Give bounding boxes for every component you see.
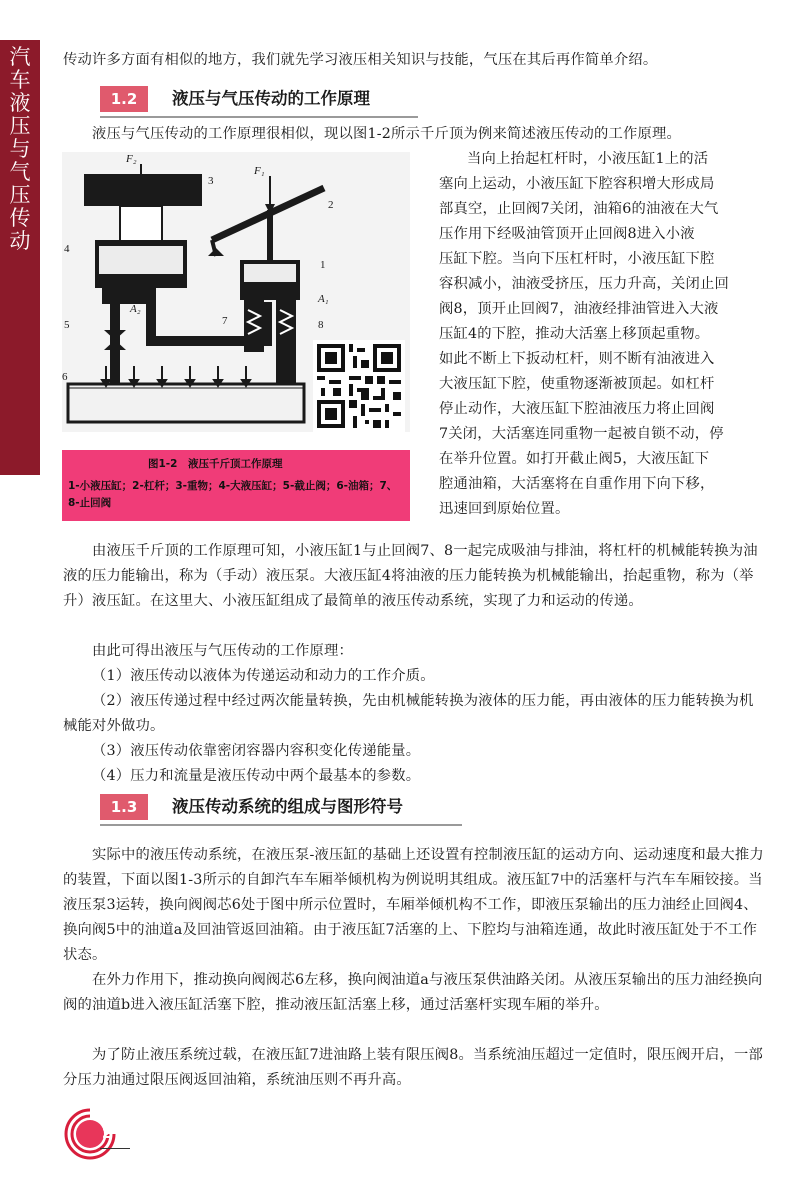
label-7: 7 [222, 315, 228, 327]
sidebar-book-title: 汽车液压与气压传动 [9, 45, 31, 253]
label-a2: A₂ [130, 303, 141, 315]
label-a1: A₁ [318, 293, 329, 305]
stop-valve-5-lower [104, 340, 126, 350]
text-line: 迅速回到原始位置。 [439, 501, 570, 517]
text-line: 在举升位置。如打开截止阀5，大液压缸下 [439, 451, 710, 467]
text-line: 当向上抬起杠杆时，小液压缸1上的活 [467, 151, 709, 167]
small-piston-rod [267, 210, 273, 264]
section-underline [100, 824, 462, 826]
figure-caption [62, 450, 410, 521]
label-f1: F₁ [254, 165, 265, 177]
label-5: 5 [64, 319, 70, 331]
section-1-3-paragraph: 为了防止液压系统过载，在液压缸7进油路上装有限压阀8。当系统油压超过一定值时，限压阀开启，一部分压力油通过限压阀返回油箱，系统油压则不再升高。 [63, 1047, 763, 1088]
intro-line: 传动许多方面有相似的地方，我们就先学习液压相关知识与技能，气压在其后再作简单介绍。 [63, 52, 658, 68]
label-f2: F₂ [126, 153, 137, 165]
qr-code-svg [313, 340, 405, 432]
oil-tank [68, 384, 304, 422]
label-1: 1 [320, 259, 326, 271]
section-number: 1.3 [100, 794, 148, 820]
paragraph-principle: 由此可得出液压与气压传动的工作原理： [92, 643, 353, 659]
text-line: 7关闭，大活塞连同重物一起被自锁不动，停 [439, 426, 724, 442]
page-number-rule [100, 1148, 130, 1149]
page-number: 2 [102, 1126, 112, 1142]
label-3: 3 [208, 175, 214, 187]
section-underline [100, 116, 418, 118]
section-1-3-paragraph: 实际中的液压传动系统，在液压泵-液压缸的基础上还设置有控制液压缸的运动方向、运动速度和最大推力的装置，下面以图1-3所示的自卸汽车车厢举倾机构为例说明其组成。液压缸7中的活塞杆与汽车车厢铰接。当液压泵3运转，换向阀阀芯6处于图中所示位置时，车厢举倾机构不工作，即液压泵输出的压力油经止回阀4、换向阀5中的油道a及回油管返回油箱。由于液压缸7活塞的上、下腔均与油箱连通，故此时液压缸处于不工作状态。 [63, 847, 764, 963]
section-1-2-intro: 液压与气压传动的工作原理很相似，现以图1-2所示千斤顶为例来简述液压传动的工作原理。 [92, 126, 681, 142]
text-line: 塞向上运动，小液压缸下腔容积增大形成局 [439, 176, 715, 192]
section-number: 1.2 [100, 86, 148, 112]
figure-caption-items: 1-小液压缸；2-杠杆；3-重物；4-大液压缸；5-截止阀；6-油箱；7、8-止回阀 [68, 480, 398, 509]
lever-pivot [208, 248, 224, 256]
section-title: 液压与气压传动的工作原理 [172, 89, 370, 108]
principle-item: （2）液压传递过程中经过两次能量转换，先由机械能转换为液体的压力能，再由液体的压力能转换为机械能对外做功。 [63, 693, 754, 734]
label-8: 8 [318, 319, 324, 331]
sidebar-band [0, 40, 40, 475]
big-piston [99, 246, 183, 274]
text-line: 容积减小，油液受挤压，压力升高，关闭止回 [439, 276, 729, 292]
text-line: 停止动作，大液压缸下腔油液压力将止回阀 [439, 401, 715, 417]
section-title: 液压传动系统的组成与图形符号 [172, 797, 403, 816]
stop-valve-5 [104, 330, 126, 340]
label-6: 6 [62, 371, 68, 383]
big-cylinder-base [102, 288, 156, 304]
qr-code [313, 340, 405, 432]
principle-item: （1）液压传动以液体为传递运动和动力的工作介质。 [92, 668, 435, 684]
principle-item: （4）压力和流量是液压传动中两个最基本的参数。 [92, 768, 421, 784]
small-piston [244, 264, 296, 282]
text-line: 压缸4的下腔，推动大活塞上移顶起重物。 [439, 326, 710, 342]
text-line: 部真空，止回阀7关闭，油箱6的油液在大气 [439, 201, 719, 217]
text-line: 压作用下经吸油管顶开止回阀8进入小液 [439, 226, 695, 242]
text-line: 腔通油箱，大活塞将在自重作用下向下移， [439, 476, 715, 492]
text-line: 压缸下腔。当向下压杠杆时，小液压缸下腔 [439, 251, 715, 267]
principle-item: （3）液压传动依靠密闭容器内容积变化传递能量。 [92, 743, 421, 759]
label-2: 2 [328, 199, 334, 211]
text-line: 阀8，顶开止回阀7，油液经排油管进入大液 [439, 301, 719, 317]
label-4: 4 [64, 243, 70, 255]
section-1-3-paragraph: 在外力作用下，推动换向阀阀芯6左移，换向阀油道a与液压泵供油路关闭。从液压泵输出的压力油经换向阀的油道b进入液压缸活塞下腔，推动液压缸活塞上移，通过活塞杆实现车厢的举升。 [63, 972, 763, 1013]
paragraph-pump: 由液压千斤顶的工作原理可知，小液压缸1与止回阀7、8一起完成吸油与排油，将杠杆的机械能转换为油液的压力能输出，称为（手动）液压泵。大液压缸4将油液的压力能转换为机械能输出，抬起重物，称为（举升）液压缸。在这里大、小液压缸组成了最简单的液压传动系统，实现了力和运动的传递。 [63, 543, 758, 609]
text-line: 大液压缸下腔，使重物逐渐被顶起。如杠杆 [439, 376, 715, 392]
text-line: 如此不断上下扳动杠杆，则不断有油液进入 [439, 351, 715, 367]
figure-caption-title: 图1-2 液压千斤顶工作原理 [148, 458, 283, 470]
